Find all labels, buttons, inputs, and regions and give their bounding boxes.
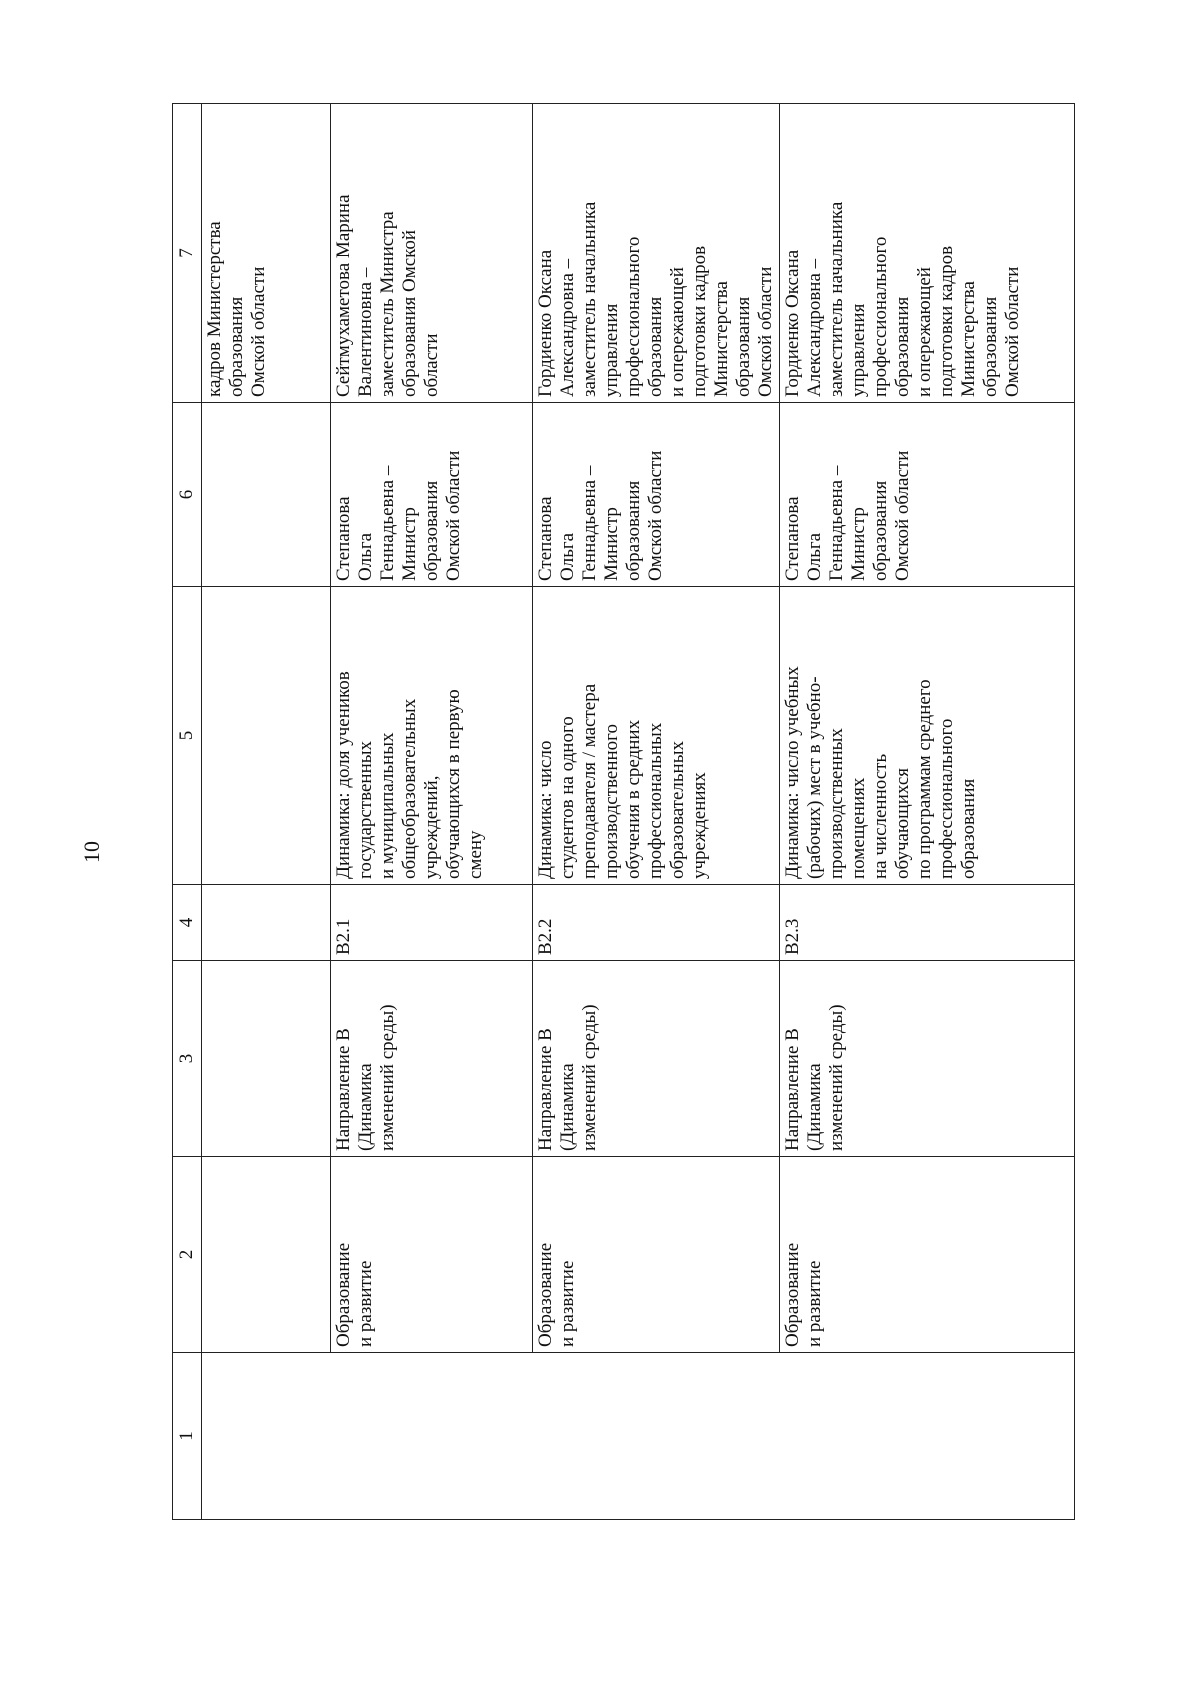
table-rotator [172, 104, 1094, 1520]
cell-sphere: Образование и развитие [533, 1157, 780, 1353]
cell-col1 [780, 1353, 1075, 1520]
cell-direction: Направление В (Динамика изменений среды) [533, 961, 780, 1157]
cell-code: В2.2 [533, 885, 780, 961]
cell-responsible-deputy: Сейтмухаметова Марина Валентиновна – заместитель Министра образования Омской области [331, 104, 533, 403]
header-col-6: 6 [173, 403, 202, 587]
header-col-2: 2 [173, 1157, 202, 1353]
table-landscape [172, 104, 1094, 1520]
cell-code: В2.1 [331, 885, 533, 961]
cell-code: В2.3 [780, 885, 1075, 961]
cell-responsible-minister: Степанова Ольга Геннадьевна – Министр образования Омской области [331, 403, 533, 587]
cell-col4 [202, 885, 331, 961]
table-row [533, 104, 780, 1520]
header-row [173, 104, 202, 1520]
header-col-1: 1 [173, 1353, 202, 1520]
cell-indicator: Динамика: число студентов на одного преподавателя / мастера производственного обучения в средних профессиональных образовательных учреждениях [533, 587, 780, 885]
cell-responsible-minister: Степанова Ольга Геннадьевна – Министр образования Омской области [780, 403, 1075, 587]
cell-col6 [202, 403, 331, 587]
cell-responsible-minister: Степанова Ольга Геннадьевна – Министр образования Омской области [533, 403, 780, 587]
header-col-3: 3 [173, 961, 202, 1157]
cell-direction: Направление В (Динамика изменений среды) [780, 961, 1075, 1157]
cell-responsible-deputy: Гордиенко Оксана Александровна – заместитель начальника управления профессионального образования и опережающей подготовки кадров Министерства образования Омской области [533, 104, 780, 403]
cell-col3 [202, 961, 331, 1157]
cell-sphere: Образование и развитие [780, 1157, 1075, 1353]
cell-sphere: Образование и развитие [331, 1157, 533, 1353]
table-row [780, 104, 1075, 1520]
continuation-row [202, 104, 331, 1520]
cell-indicator: Динамика: число учебных (рабочих) мест в учебно- производственных помещениях на численность обучающихся по программам среднего профессионального образования [780, 587, 1075, 885]
cell-indicator: Динамика: доля учеников государственных и муниципальных общеобразовательных учреждений, обучающихся в первую смену [331, 587, 533, 885]
cell-col1 [202, 1353, 331, 1520]
header-col-5: 5 [173, 587, 202, 885]
header-col-7: 7 [173, 104, 202, 403]
cell-col1 [533, 1353, 780, 1520]
page-number: 10 [79, 841, 104, 863]
cell-col1 [331, 1353, 533, 1520]
cell-col2 [202, 1157, 331, 1353]
cell-direction: Направление В (Динамика изменений среды) [331, 961, 533, 1157]
table-row [331, 104, 533, 1520]
cell-responsible-deputy: кадров Министерства образования Омской области [202, 104, 331, 403]
header-col-4: 4 [173, 885, 202, 961]
cell-responsible-deputy: Гордиенко Оксана Александровна – заместитель начальника управления профессионального образования и опережающей подготовки кадров Министерства образования Омской области [780, 104, 1075, 403]
cell-col5 [202, 587, 331, 885]
indicators-table [172, 103, 1075, 1520]
